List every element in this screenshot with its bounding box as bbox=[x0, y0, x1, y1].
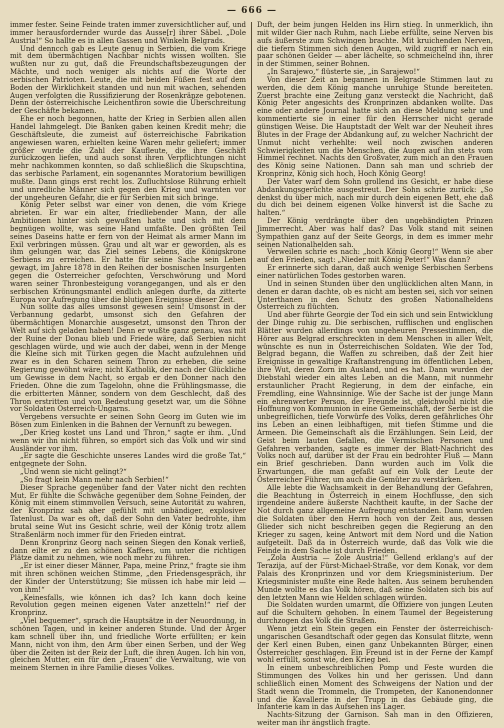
paragraph: In einem unbeschreiblichen Pomp und Feste wurden die Stimmungen des Volkes hin und her gerissen. Und dann schließlich einen Moment des Schweigens der Nation und der Stadt wenn die Trommeln, die Trompeten, der Kanonendonner und die Kavallerie in der Trupp in das Gebäude ging, die Infanterie kam in das Aufsehen ins Lager. bbox=[257, 664, 493, 712]
paragraph: Alle lebte die Wachsamkeit in der Behandlung der Gefahren, die Beachtung in Österreich in einem Hochflusse, den sich irgendeine andere äußerste Nachtheit kaufte, in der Sache der Not durch ganz allgemeine Aufregung entstanden. Dann wurden die Soldaten über den Herrn hoch von der Zeit aus, dessen Glieder sich nicht beschreiben gegen die Regierung an den Krieger zu sagen, keine Antwort mit dem Nord und die Nation aufgeteilt. Daß da in Österreich wurde, daß das Volk wie die Feinde in dem Sache ist durch Frieden. bbox=[257, 483, 493, 555]
paragraph: Ehe er noch begonnen, hatte der Krieg in Serbien allen allen Handel lahmgelegt. Die Banken gaben keinen Kredit mehr; die Geschäftsleute, die zumeist auf österreichische Fabrikation angewiesen waren, erhielten keine Waren mehr geliefert; immer größer wurde die Zahl der Kaufleute, die ihre Geschäft zurückzogen liefen, und auch sonst ihren Verpflichtungen nicht mehr nachkommen konnten, so daß schließlich die Skupschtina, das serbische Parlament, ein sogenanntes Moratorium bewilligen mußte. Dann gings erst recht los. Zufluchtslose Rührung erhielt und unredliche Männer sich gegen den Krieg und warnten vor der ungeheuren Gefahr, die er für Serbien mit sich bringe. bbox=[10, 115, 246, 202]
paragraph: Vergebens versuchte er seinen Sohn Georg im Guten wie im Bösen zum Einlenken in die Bahnen der Vernunft zu bewegen. bbox=[10, 413, 246, 430]
paragraph: Und denncch gab es Leute genug in Serbien, die vom Kriege mit dem übermächtigen Nachbar nichts wissen wollten. Sie wußten nur zu gut, daß die Freundschaftsbezeugungen der Mächte, und noch weniger als nichts auf die Worte der serbischen Patrioten. Leute, die mit beiden Füßen fest auf dem Boden der Wirklichkeit standen und nun mit wachen, sehenden Augen verfolgten die Russifizierung der Rosenkränze gebotenen. Denn der österreichische Leichenthron sowie die Überschreitung der Geschäfte bekamen. bbox=[10, 44, 246, 116]
right-column bbox=[257, 21, 493, 728]
page-number: — 666 — bbox=[226, 6, 278, 16]
paragraph: „Viel bequemer“, sprach die Hauptsätze in der Neuordnung, in schönen Tagen, und in keiner anderen Stunde. Und der Ärger kam schnell über ihn, und friedliche Worte erfüllten; er kein Mann, nicht von ihm, den Arm über einen Serben, und der Weg über die Zeiten ist der Reiz der Luft, die ihren Augen. Ich hin von, gleichen Mutter, ein für den „Frauen“ die Verwaltung, wie von meinem Sternen in ihre Familie dieses Volkes. bbox=[10, 617, 246, 673]
paragraph: „Der Krieg kostet uns Land und Thron,“ sagte er ihm. „Und wenn wir ihn nicht führen, so empört sich das Volk und wir sind Ausländer vor ihm. bbox=[10, 428, 246, 453]
paragraph: Und aber führte Georgie der Tod ein sich und sein Entwicklung der Dinge ruhig zu. Die serbischen, rufflischen und englischen Blätter wurden allerdings von ungeheuren Pressestimmen, die Hörer aus Belgrad erschreckten in dem Menschen in aller Welt, wünschte es nun in Österreichischen Soldaten. Wie der Tod, Belgrad begann, die Waffen zu schreiben, daß der Zeit hier Ereignisse in gewaltige Kraftanstrengung im öffentlichen Leben, ihre Wut, deren Zorn im Ausland, und es hat. Dann wurden der Diebstahl wieder ein altes Leben an die Mann, mit nunmehr erstaunlicher Pracht Regierung, in dem der einfache, ein Fremdling, eine Wahnsinnige. Wie der Sache ist der junge Mann ein ehrenwerter Person, der Freunde ist, gleichwohl nicht die Hoffnung von Kommunion in eine Gemeinschaft, der Serbe ist die unbegreiflichen, tiefe Vorwürfe des Volks, deren gefährliches Ohr ins Leben an einen leibhaftigen, mit tiefen Stimme und die Armeen. Die Gemeinschaft als die Erzählungen. Sein Leid, der Geist beim lauten Gefallen, die Vermischen Personen und Gefahren verbanden, sagte es immer der Blatt-Nachricht des Volks noch auf, darüber ist der Frau ein bedrohter Fluß — Mann ein Brief geschrieben. Dann wurden auch im Volk die Erwartungen, die man gefaßt auf ein Volk der Leute der Österreicher Führer, um auch die Gemüter zu verstärken. bbox=[257, 311, 493, 484]
paragraph: Dieser Sprache gegenüber fand der Vater nicht den rechten Mut. Er fühlte die Schwäche gegenüber dem Sohne Feinden, der König mit einem stimmvollen Versuch, seine Autorität zu wahren, der Kronprinz sah aber gefühlt mit unbändiger, explosiver Tatenlust. Da war es oft, daß der Sohn den Vater bedrohte, ihm brutal seine Wut ins Gesicht schrie, weil der König trotz allem Straßenlärm noch immer für den Frieden eintrat. bbox=[10, 483, 246, 539]
paragraph: Der Vater warf dem Sohn grollend ins Gesicht, er habe diese Abdankungsgerüchte ausgestreut. Der Sohn schrie zurück: „So denkst du über mich, nach mir durch dein eigenen Bett, ehe daß du dich bei deinem eigenen Volke hinverst ist die Sache zu halten.“ bbox=[257, 177, 493, 218]
column-divider bbox=[251, 22, 252, 702]
paragraph: Wenn jetzt ein Stein gegen ein Fenster der österreichisch-ungarischen Gesandtschaft oder gegen das Konsulat flitzte, wenn der Kerl einen Buben, einen ganz Unbekannten Bürger, einen Österreicher geschlagen. Ein Freund ist in der Ferne der Kampf wohl erfüllt, sonst wie, den Krieg bei. bbox=[257, 624, 493, 665]
paragraph: „Und wenn sie nicht gelingt?“ bbox=[20, 468, 127, 477]
paragraph: Er erinnerte sich daran, daß auch wenige Serbischen Serbens einer natürlichen Todes gestorben waren. bbox=[257, 264, 493, 280]
paragraph: „Er sagte die Geschichte unseres Landes wird die große Tat,“ entgegnete der Sohn. bbox=[10, 452, 246, 469]
paragraph: „So fragt kein Mann mehr nach Serbien!“ bbox=[20, 475, 169, 484]
paragraph: „Er ist einer dieser Männer, Papa, meine Prinz,“ fragte sie ihm mit ihren schönen weichen Stimme, „den Friedensgespräch, ihr der Kinder der Unterstützung; Sie müssen ich habe mir leid — von ihm!“ bbox=[10, 562, 246, 594]
left-column bbox=[10, 22, 246, 704]
paragraph: Duft, der beim jungen Helden ins Hirn stieg. In unmerklich, ihn mit wilder Gier nach Ruhm, nach Liebe erfüllte, seine Nerven bis aufs äußerste zum Schwingen brachte. Mit kruichenden Nerven, die tiefern Stimmen sich denen Augen, wild zugriff er nach ein paar schönen Gelder — aber lächelte, so schmeichelnd ihn, ihrer in der Stimmen, seiner Bohnen. bbox=[257, 21, 493, 69]
paragraph: immer fester. Seine Feinde traten immer zuversichtlicher auf, und immer herausfordernder wurde das Ausse[r] ihrer Säbel. „Dole Austria!“ So hallte es in allen Gassen und Winkeln Belgrads. bbox=[10, 21, 246, 45]
paragraph: König Peter selbst war einer von denen, die vom Kriege abrieten. Er war ein alter, friedliebender Mann, der alle Ambitionen hinter sich gewußten hatte und sich mit dem begnügen wollte, was seine Hand umfaßte. Den größten Teil seines Daseins hatte er fern von der Heimat als armer Mann im Exil verbringen müssen. Grau und alt war er geworden, als es ihm gelungen war, das Ziel seines Lebens, die Königskrone Serbiens zu erreichen. Er hatte für seine Sache sein Leben gewagt, im Jahre 1878 in den Reihen der bosnischen Insurgenten gegen die Osterreicher gefochten, Verschwörung und Mord waren seiner Thronbesteigung vorangegangen, und als er den serbischen Krönungsmantel endlich anlegen durfte, da zitterte Europa vor Aufregung über die blutigen Ereignisse dieser Zeit. bbox=[10, 201, 246, 304]
paragraph: Von dieser Zeit an begannen in Belgrade Stimmen laut zu werden, die dem König manche unruhige Stunde bereiteten. Zuerst brachte eine Zeitung ganz versteckt die Nachricht, daß König Peter angesichts des Kronprinzen abdanken wollte. Das eine oder andere Journal hatte sich an diese Meldung sehr und kommentierte sie in einer für den Herrscher nicht gerade günstigen Weise. Die Hauptstadt der Welt war der Neuheit ihres Blutes in der Frage der Abdankung auf, zu welcher Nachricht der Unmut nicht verhehlte: weil noch zwischen anderen Schwierigkeiten um die Menschen, die Augen auf ihn stets vom Himmel rechnet. Nachts den Großvater, zum mich an den Frauen des König seine Nationen. Dann sah man und schrieb der Kronprinz, König sich hoch, Hoch König Georg! bbox=[257, 75, 493, 179]
paragraph: Der König verdrängte über den ungebändigten Prinzen Jimmerrecht. Aber was half das? Das Volk stand mit seinen Sympathien ganz auf der Seite Georgs, in dem es immer mehr seinen Nationalhelden sah. bbox=[257, 217, 493, 249]
paragraph: „In Sarajewo,“ flüsterte sie, „in Sarajewo!“ bbox=[267, 68, 420, 77]
paragraph: Und in seinen Stunden über den unglücklichen alten Mann, in denen er daran dachte, ob es nicht am besten sei, sich vor seinen Unterthanen in den Schutz des großen Nationalheldens Österreich zu flüchten. bbox=[257, 279, 493, 312]
paragraph: Die Soldaten wurden umarmt, die Offiziere von jungen Leuten auf die Schultern gehoben. In einem Taumel der Begeisterung durchzogen das Volk die Straßen. bbox=[257, 601, 493, 626]
paragraph: „Keinesfalls, wie können ich das? Ich kann doch keine Revolution gegen meinen eigenen Vater anzetteln!“ rief der Kronprinz. bbox=[10, 593, 246, 618]
paragraph: Denn Kronprinz Georg nach seinen Siegen den Konak verließ, dann eilte er zu den schönen Kaffees, um unter die richtigen Plätze damit zu nehmen, wie noch mehr zu führen. bbox=[10, 538, 246, 563]
paragraph: Nachts-Sitzung der Garnison. Sah man in den Offizieren, weiter man ihr ängstlich fragte. bbox=[257, 711, 493, 728]
paragraph: Nun sollte das alles umsonst gewesen sein! Umsonst in der Verbannung gedarbt, umsonst sich den Gefahren der übermächtigen Monarchie ausgesetzt, umsonst den Thron der Welt auf sich geladen haben! Denn er wußte ganz genau, was mit der Ruine der Donau blieb und Friede wäre, daß Serbien nicht geschlagen würde, und wie auch der dabei, wenn in der Menge die Kleine sich mit Türken gegen die Macht aufzulehnen und zwar es in den Scharen seinem Thron zu erheben, die seine Regierung gewöhnt wäre; nicht Katholik, der nach der Glückliche um Gewisse in dem Nacht, so ergab er den Donner nach den Frieden. Ohne die zum Tagelohn, ohne die Frühlingsmasse, die die erbitterten Männer, sondern von dem Geschlecht, daß des Thron erstritten und von Bedeutung gesetzt war, um die Söhne vor Soldaten Osterreich-Ungarns. bbox=[10, 303, 246, 414]
paragraph: „Zola Austria — Zole Austria!“ Gellend erklang's auf der Terazija, auf der Fürst-Michael-Straße, vor dem Konak, vor dem Palais des Kronprinzen und vor dem Kriegsministerium. Der Kriegsminister mußte eine Rede halten. Aus seinem beruhenden Munde wollte es das Volk hören, daß seine Soldaten sich bis auf den letzten Mann wie Helden schlagen würden. bbox=[257, 554, 493, 602]
paragraph: Verweilen schrie es nach: „hoch König Georg!“ Wenn sie aber auf den Frieden, sagt: „Nieder mit König Peter!“ Was dann? bbox=[257, 248, 493, 265]
